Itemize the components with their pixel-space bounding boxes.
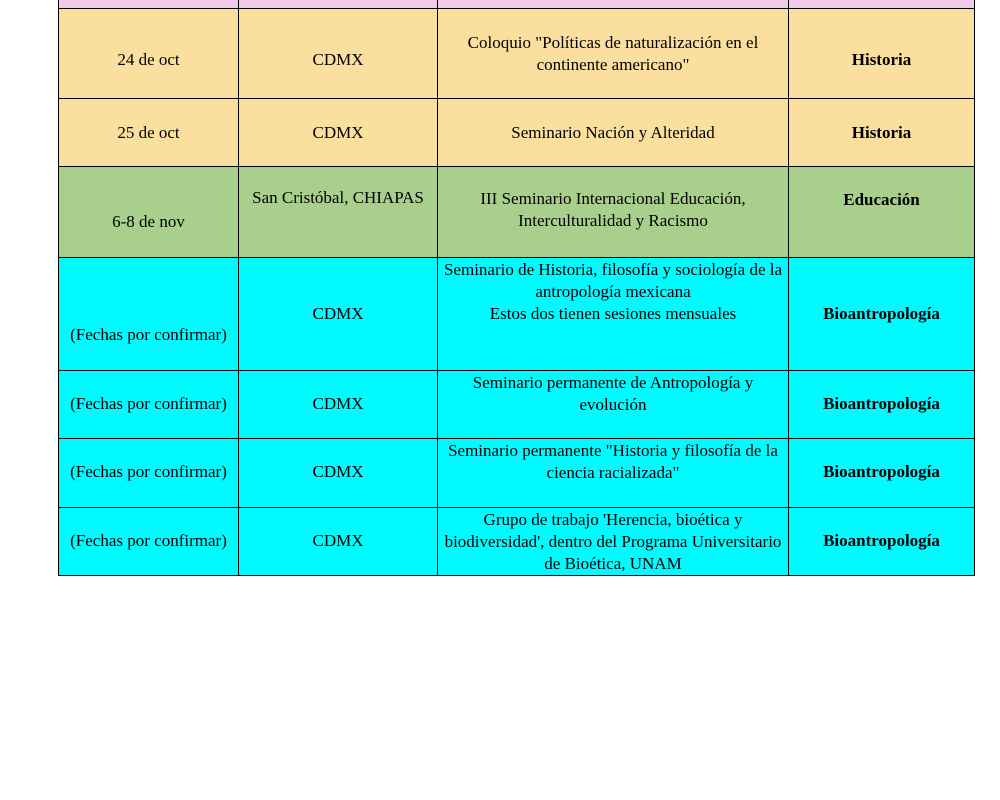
table-row — [59, 371, 975, 439]
area-cell: Historia — [789, 99, 975, 167]
location-cell: San Cristóbal, CHIAPAS — [239, 167, 438, 258]
location-cell: CDMX — [239, 439, 438, 508]
table-header-row-partial — [59, 0, 975, 9]
table-cell — [239, 0, 438, 9]
area-cell: Bioantropología — [789, 439, 975, 508]
table-row — [59, 167, 975, 258]
date-cell: (Fechas por confirmar) — [59, 508, 239, 576]
area-cell: Bioantropología — [789, 258, 975, 371]
table-cell — [789, 0, 975, 9]
location-cell: CDMX — [239, 99, 438, 167]
location-cell: CDMX — [239, 9, 438, 99]
events-table — [58, 0, 975, 576]
date-cell: 25 de oct — [59, 99, 239, 167]
date-cell: (Fechas por confirmar) — [59, 258, 239, 371]
date-cell: (Fechas por confirmar) — [59, 371, 239, 439]
event-title: Seminario de Historia, filosofía y sociología de la antropología mexicana — [443, 260, 783, 301]
table-row — [59, 9, 975, 99]
area-cell: Historia — [789, 9, 975, 99]
event-cell: Seminario Nación y Alteridad — [438, 99, 789, 167]
table-cell — [438, 0, 789, 9]
event-cell: Coloquio "Políticas de naturalización en el continente americano" — [438, 9, 789, 99]
table-cell — [59, 0, 239, 9]
date-cell: (Fechas por confirmar) — [59, 439, 239, 508]
event-cell — [438, 258, 789, 371]
event-cell: Grupo de trabajo 'Herencia, bioética y biodiversidad', dentro del Programa Universitario de Bioética, UNAM — [438, 508, 789, 576]
table-row — [59, 258, 975, 371]
table-row — [59, 99, 975, 167]
area-cell: Educación — [789, 167, 975, 258]
event-note: Estos dos tienen sesiones mensuales — [489, 304, 737, 323]
event-cell: III Seminario Internacional Educación, Interculturalidad y Racismo — [438, 167, 789, 258]
date-cell: 24 de oct — [59, 9, 239, 99]
area-cell: Bioantropología — [789, 371, 975, 439]
event-cell: Seminario permanente de Antropología y evolución — [438, 371, 789, 439]
location-cell: CDMX — [239, 371, 438, 439]
table-row — [59, 508, 975, 576]
location-cell: CDMX — [239, 258, 438, 371]
area-cell: Bioantropología — [789, 508, 975, 576]
table-row — [59, 439, 975, 508]
date-cell: 6-8 de nov — [59, 167, 239, 258]
location-cell: CDMX — [239, 508, 438, 576]
event-cell: Seminario permanente "Historia y filosofía de la ciencia racializada" — [438, 439, 789, 508]
